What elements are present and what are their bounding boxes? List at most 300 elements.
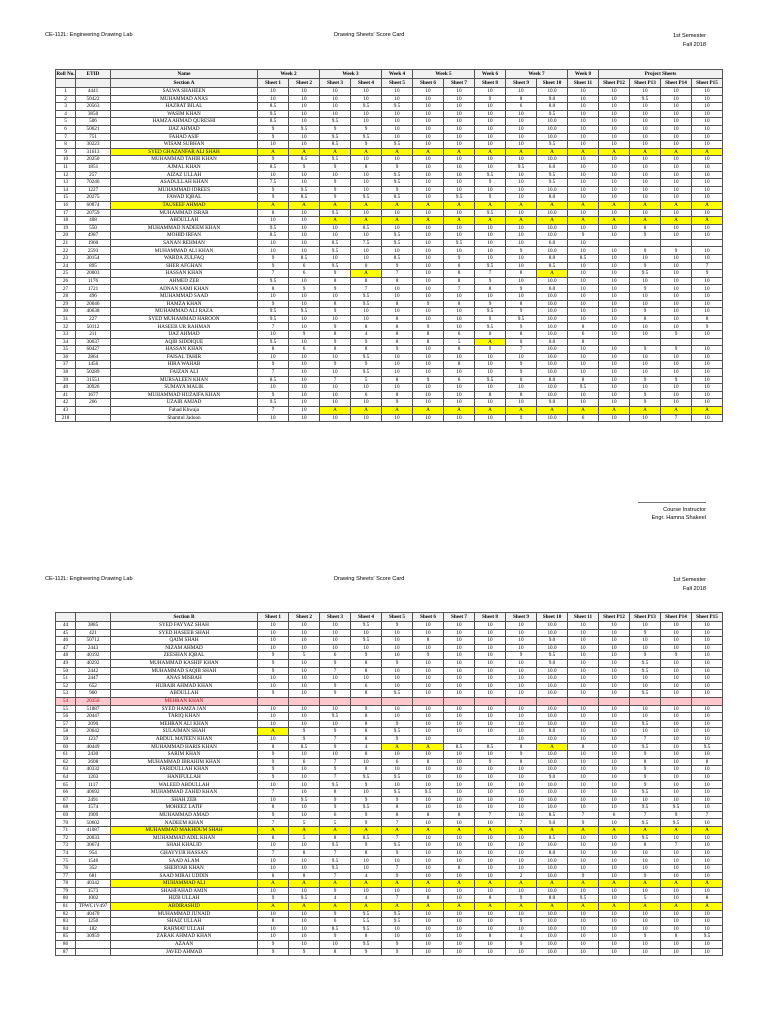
score-cell: 10 (413, 346, 444, 354)
score-cell: 10 (382, 308, 413, 316)
table-row (56, 910, 723, 918)
score-cell: 0 (506, 338, 537, 346)
score-cell: 9.5 (258, 399, 289, 407)
score-cell: 10 (320, 315, 351, 323)
score-cell: 9 (413, 300, 444, 308)
score-cell: 10 (475, 675, 506, 683)
score-cell: 8 (258, 872, 289, 880)
score-cell: 10 (568, 781, 599, 789)
etid-cell: 681 (76, 872, 111, 880)
score-cell: 10 (475, 232, 506, 240)
score-cell: A (475, 148, 506, 156)
student-name-cell: HASEEB UR RAHMAN (111, 323, 258, 331)
score-cell: 9.5 (413, 789, 444, 797)
score-cell: 9.5 (351, 293, 382, 301)
sheet-header: Sheet 9 (506, 79, 537, 88)
score-cell: 9 (630, 773, 661, 781)
score-cell: 10 (692, 110, 723, 118)
student-name-cell: FAIZAN ALI (111, 368, 258, 376)
score-cell: 10 (630, 163, 661, 171)
score-cell: 10 (475, 682, 506, 690)
score-cell: 10 (382, 353, 413, 361)
score-cell: 7 (661, 414, 692, 422)
score-cell: 10 (289, 141, 320, 149)
table-row (56, 315, 723, 323)
score-cell: 10 (599, 346, 630, 354)
score-cell: 7 (258, 270, 289, 278)
score-cell: 9 (382, 399, 413, 407)
score-cell: 10 (661, 637, 692, 645)
score-cell: A (506, 201, 537, 209)
score-cell (568, 697, 599, 705)
score-cell: 10 (630, 713, 661, 721)
score-cell: 10.0 (537, 384, 568, 392)
roll-cell: 59 (56, 735, 76, 743)
roll-cell: 56 (56, 713, 76, 721)
score-cell: 10 (599, 682, 630, 690)
etid-cell: 40638 (76, 308, 111, 316)
score-cell: 9 (630, 933, 661, 941)
score-cell: 9.5 (351, 804, 382, 812)
table-row (56, 239, 723, 247)
score-cell: 10 (692, 622, 723, 630)
score-cell: 10 (351, 171, 382, 179)
roll-cell: 7 (56, 133, 76, 141)
score-cell: 10 (661, 705, 692, 713)
score-cell: 10 (258, 796, 289, 804)
score-cell: 10 (351, 414, 382, 422)
score-cell: 10 (413, 361, 444, 369)
student-name-cell: JAVED AHMAD (111, 948, 258, 956)
score-cell: 10.0 (537, 361, 568, 369)
score-cell: 10 (413, 239, 444, 247)
table-row (56, 758, 723, 766)
score-cell (630, 338, 661, 346)
score-cell: 10 (413, 918, 444, 926)
roll-cell: 82 (56, 910, 76, 918)
table-row (56, 156, 723, 164)
score-cell: 9 (506, 895, 537, 903)
score-cell: 6 (382, 758, 413, 766)
score-cell: 10 (413, 781, 444, 789)
student-name-cell: HURAIR AHMAD KHAN (111, 682, 258, 690)
score-cell: 9 (320, 125, 351, 133)
score-cell: 10 (661, 270, 692, 278)
score-cell: 10 (444, 323, 475, 331)
score-cell: 10 (289, 667, 320, 675)
score-cell: 10 (413, 171, 444, 179)
score-cell: 10 (599, 925, 630, 933)
roll-cell: 43 (56, 406, 76, 414)
score-cell: 10 (258, 887, 289, 895)
student-name-cell: MURSALEEN KHAN (111, 376, 258, 384)
etid-cell: 1237 (76, 735, 111, 743)
score-cell: 10 (289, 925, 320, 933)
score-cell: 10 (599, 751, 630, 759)
etid-cell: 31551 (76, 376, 111, 384)
roll-cell: 37 (56, 361, 76, 369)
score-cell: 9 (320, 728, 351, 736)
roll-cell: 38 (56, 368, 76, 376)
score-cell: 8 (289, 849, 320, 857)
sheet-header: Sheet 5 (382, 79, 413, 88)
score-cell: 9.5 (320, 133, 351, 141)
score-cell: 10 (289, 842, 320, 850)
score-cell: 9 (320, 338, 351, 346)
score-cell: 8 (413, 895, 444, 903)
score-cell: 7 (320, 872, 351, 880)
etid-cell: 30959 (76, 933, 111, 941)
score-cell: 10 (630, 125, 661, 133)
score-cell: 10 (289, 293, 320, 301)
score-cell: 10 (599, 705, 630, 713)
score-cell: 10 (568, 277, 599, 285)
roll-cell: 84 (56, 925, 76, 933)
score-cell: A (444, 148, 475, 156)
score-cell: 10 (692, 141, 723, 149)
score-cell: 10 (444, 796, 475, 804)
score-cell: 9.5 (506, 315, 537, 323)
score-cell: 10 (444, 622, 475, 630)
score-cell (382, 697, 413, 705)
score-cell: 10 (568, 918, 599, 926)
score-cell: 9 (258, 391, 289, 399)
table-row (56, 300, 723, 308)
score-cell: 9 (351, 842, 382, 850)
score-cell: 10 (568, 629, 599, 637)
score-cell: 10 (289, 277, 320, 285)
sheet-header: Sheet 11 (568, 79, 599, 88)
sheet-header: Sheet 2 (289, 79, 320, 88)
score-cell: 10 (444, 713, 475, 721)
score-cell: 9.5 (351, 194, 382, 202)
score-cell: 10.0 (537, 133, 568, 141)
week-header: Week 3 (320, 70, 382, 79)
score-cell: 10 (413, 705, 444, 713)
score-cell: 10 (320, 171, 351, 179)
score-cell: A (506, 406, 537, 414)
score-cell: 10 (444, 940, 475, 948)
etid-cell: 50602 (76, 819, 111, 827)
student-name-cell: WASIM KHAN (111, 110, 258, 118)
score-cell: 9 (258, 156, 289, 164)
score-cell: 10 (506, 194, 537, 202)
score-cell: 10 (661, 743, 692, 751)
score-cell: 10 (661, 713, 692, 721)
score-cell: 10 (351, 384, 382, 392)
score-cell: 8 (444, 270, 475, 278)
score-cell: 9 (289, 728, 320, 736)
score-cell: 10 (506, 728, 537, 736)
score-cell: 10 (506, 232, 537, 240)
score-cell: 10 (599, 659, 630, 667)
score-cell: 10 (413, 133, 444, 141)
score-cell: 10 (289, 406, 320, 414)
score-cell: 10 (692, 682, 723, 690)
roll-cell: 31 (56, 315, 76, 323)
score-cell: 9 (630, 285, 661, 293)
score-cell: 10 (351, 308, 382, 316)
signature-line (638, 502, 706, 503)
score-cell: 10 (289, 224, 320, 232)
score-cell: 10 (568, 353, 599, 361)
score-cell: 10.0 (537, 842, 568, 850)
score-cell: 8 (475, 285, 506, 293)
score-cell: 10 (444, 368, 475, 376)
score-cell: 10 (382, 933, 413, 941)
score-cell: 9.5 (475, 323, 506, 331)
score-cell: 10 (289, 781, 320, 789)
score-cell: 10 (475, 399, 506, 407)
score-cell: 9 (258, 194, 289, 202)
score-cell: 10 (413, 315, 444, 323)
etid-cell: 1203 (76, 773, 111, 781)
score-cell: A (382, 743, 413, 751)
score-cell: 10 (661, 95, 692, 103)
score-cell: 10 (289, 751, 320, 759)
table-row (56, 209, 723, 217)
score-cell: 10 (661, 353, 692, 361)
section-b-rows (56, 622, 723, 956)
sheet-header: Sheet 4 (351, 79, 382, 88)
score-cell: 9.5 (630, 834, 661, 842)
score-cell: 10 (289, 368, 320, 376)
score-cell: 9.5 (568, 895, 599, 903)
score-cell: 8 (258, 285, 289, 293)
score-cell: 10.0 (537, 713, 568, 721)
table-row (56, 217, 723, 225)
score-cell: 10 (692, 804, 723, 812)
score-cell (475, 697, 506, 705)
score-cell: 10 (475, 163, 506, 171)
etid-cell: 1117 (76, 781, 111, 789)
etid-cell: 257 (76, 171, 111, 179)
score-cell: 9 (506, 940, 537, 948)
score-cell: 10 (320, 103, 351, 111)
roll-cell: 61 (56, 751, 76, 759)
score-cell: 10 (630, 186, 661, 194)
score-cell: 8 (382, 331, 413, 339)
score-cell: 10 (444, 652, 475, 660)
etid-cell: 40342 (76, 880, 111, 888)
score-cell: A (599, 148, 630, 156)
score-cell: 10 (568, 789, 599, 797)
score-cell: 10.0 (537, 209, 568, 217)
score-cell: 8.5 (258, 376, 289, 384)
score-cell: 10 (692, 887, 723, 895)
score-cell: 8.5 (289, 156, 320, 164)
score-cell: 10 (661, 232, 692, 240)
score-cell: 10 (289, 629, 320, 637)
score-cell: 8 (258, 804, 289, 812)
student-name-cell: SUMAYA MALIK (111, 384, 258, 392)
score-cell: 9 (320, 804, 351, 812)
roll-cell: 67 (56, 796, 76, 804)
student-name-cell: MUHAMMAD ADIL KHAN (111, 834, 258, 842)
score-cell: 10 (475, 414, 506, 422)
etid-cell: 3885 (76, 622, 111, 630)
score-cell: 10 (320, 629, 351, 637)
score-cell: 10 (661, 300, 692, 308)
score-cell: 10 (599, 629, 630, 637)
score-cell: 10 (599, 186, 630, 194)
score-cell: 7 (475, 270, 506, 278)
etid-cell: 30223 (76, 141, 111, 149)
etid-cell: 50712 (76, 637, 111, 645)
score-cell: 10 (289, 232, 320, 240)
score-cell: 10 (444, 773, 475, 781)
score-cell: 9 (351, 781, 382, 789)
etid-cell: 1227 (76, 186, 111, 194)
student-name-cell: MUHAMMAD HUZAIFA KHAN (111, 391, 258, 399)
score-cell: 10 (568, 141, 599, 149)
score-cell: 9.5 (382, 232, 413, 240)
score-cell: 10 (506, 133, 537, 141)
score-cell: 8 (320, 277, 351, 285)
score-cell: 10 (568, 239, 599, 247)
score-cell: 9 (630, 346, 661, 354)
score-cell: 10 (351, 887, 382, 895)
table-row (56, 118, 723, 126)
score-cell: A (568, 201, 599, 209)
score-cell: 10 (599, 171, 630, 179)
score-cell: 10 (475, 622, 506, 630)
score-cell: 10 (599, 789, 630, 797)
score-cell: 10 (568, 110, 599, 118)
score-cell: A (320, 880, 351, 888)
score-cell: 10 (661, 315, 692, 323)
score-cell: 10 (289, 391, 320, 399)
table-row (56, 376, 723, 384)
score-cell: 10 (661, 728, 692, 736)
score-cell: 7 (382, 865, 413, 873)
score-cell: 10 (444, 163, 475, 171)
score-cell: 10 (289, 918, 320, 926)
score-cell: 10 (258, 217, 289, 225)
score-cell: 10 (506, 186, 537, 194)
score-cell: 10.0 (537, 88, 568, 96)
score-cell: 10 (413, 940, 444, 948)
score-cell: 10 (506, 690, 537, 698)
score-cell: 10 (475, 925, 506, 933)
score-cell: 9 (382, 948, 413, 956)
score-cell: 10 (599, 133, 630, 141)
score-cell: 9 (382, 796, 413, 804)
score-cell: A (537, 406, 568, 414)
score-cell: 10 (661, 399, 692, 407)
score-cell: 10 (599, 796, 630, 804)
score-cell: 10 (413, 103, 444, 111)
score-cell: 10 (289, 133, 320, 141)
etid-cell: 266 (76, 399, 111, 407)
table-row (56, 773, 723, 781)
score-cell: 10 (692, 391, 723, 399)
score-cell: 10 (506, 773, 537, 781)
score-cell: 10 (413, 834, 444, 842)
score-cell: 10 (506, 796, 537, 804)
score-cell: 10.0 (537, 667, 568, 675)
score-cell: A (537, 148, 568, 156)
score-cell: A (661, 148, 692, 156)
score-cell: 10 (599, 834, 630, 842)
student-name-cell: IJAZ AHMAD (111, 331, 258, 339)
score-cell: 10 (692, 399, 723, 407)
score-cell: 10 (320, 399, 351, 407)
table-row (56, 186, 723, 194)
score-cell: 10 (351, 110, 382, 118)
table-row (56, 406, 723, 414)
score-cell: 10 (320, 232, 351, 240)
table-row (56, 141, 723, 149)
etid-cell: 1002 (76, 895, 111, 903)
score-cell (692, 697, 723, 705)
score-cell: 9 (351, 141, 382, 149)
score-cell: 9.5 (444, 194, 475, 202)
score-cell: 10 (630, 300, 661, 308)
sheet-header: Sheet 10 (537, 613, 568, 622)
score-cell: 10 (692, 644, 723, 652)
roll-cell: 10 (56, 156, 76, 164)
sheet-header: Sheet 8 (475, 79, 506, 88)
score-cell: 10.0 (537, 918, 568, 926)
etid-cell: 40470 (76, 910, 111, 918)
score-cell: 10 (692, 865, 723, 873)
score-cell: 10 (289, 713, 320, 721)
score-cell: 10 (661, 163, 692, 171)
score-cell: 10 (661, 110, 692, 118)
score-cell: 10 (599, 895, 630, 903)
score-cell: 10 (258, 781, 289, 789)
score-cell: 10 (692, 720, 723, 728)
score-cell: 9 (630, 652, 661, 660)
score-cell: 10 (506, 675, 537, 683)
score-cell: 10 (351, 247, 382, 255)
student-name-cell: MUHAMMAD ALI (111, 880, 258, 888)
score-cell: 10 (692, 346, 723, 354)
student-name-cell: SYED HAMZA JAN (111, 705, 258, 713)
score-cell: A (382, 201, 413, 209)
score-cell: 10 (382, 88, 413, 96)
score-cell: 10 (506, 789, 537, 797)
score-cell: 9 (382, 262, 413, 270)
sheet-header: Sheet P13 (630, 613, 661, 622)
course-title: CE-112L: Engineering Drawing Lab (45, 576, 133, 582)
score-cell: 7 (320, 758, 351, 766)
roll-cell: 76 (56, 865, 76, 873)
score-cell: A (537, 902, 568, 910)
roll-cell: 1 (56, 88, 76, 96)
score-cell: 10 (475, 766, 506, 774)
section-label: Section A (111, 79, 258, 88)
score-cell: 9 (630, 399, 661, 407)
score-cell: 8.5 (289, 255, 320, 263)
etid-cell: 1851 (76, 163, 111, 171)
score-cell: 10 (568, 659, 599, 667)
score-cell: 10 (599, 103, 630, 111)
sheet-header: Sheet P12 (599, 79, 630, 88)
score-cell: A (351, 902, 382, 910)
score-cell: 9.5 (475, 308, 506, 316)
score-cell: A (692, 827, 723, 835)
score-cell: 9 (258, 773, 289, 781)
score-cell (692, 338, 723, 346)
score-cell: 9 (661, 652, 692, 660)
score-cell: 10 (475, 629, 506, 637)
score-cell: 9 (475, 315, 506, 323)
etid-cell: 227 (76, 315, 111, 323)
score-cell: 8 (351, 277, 382, 285)
score-cell: 9 (289, 285, 320, 293)
